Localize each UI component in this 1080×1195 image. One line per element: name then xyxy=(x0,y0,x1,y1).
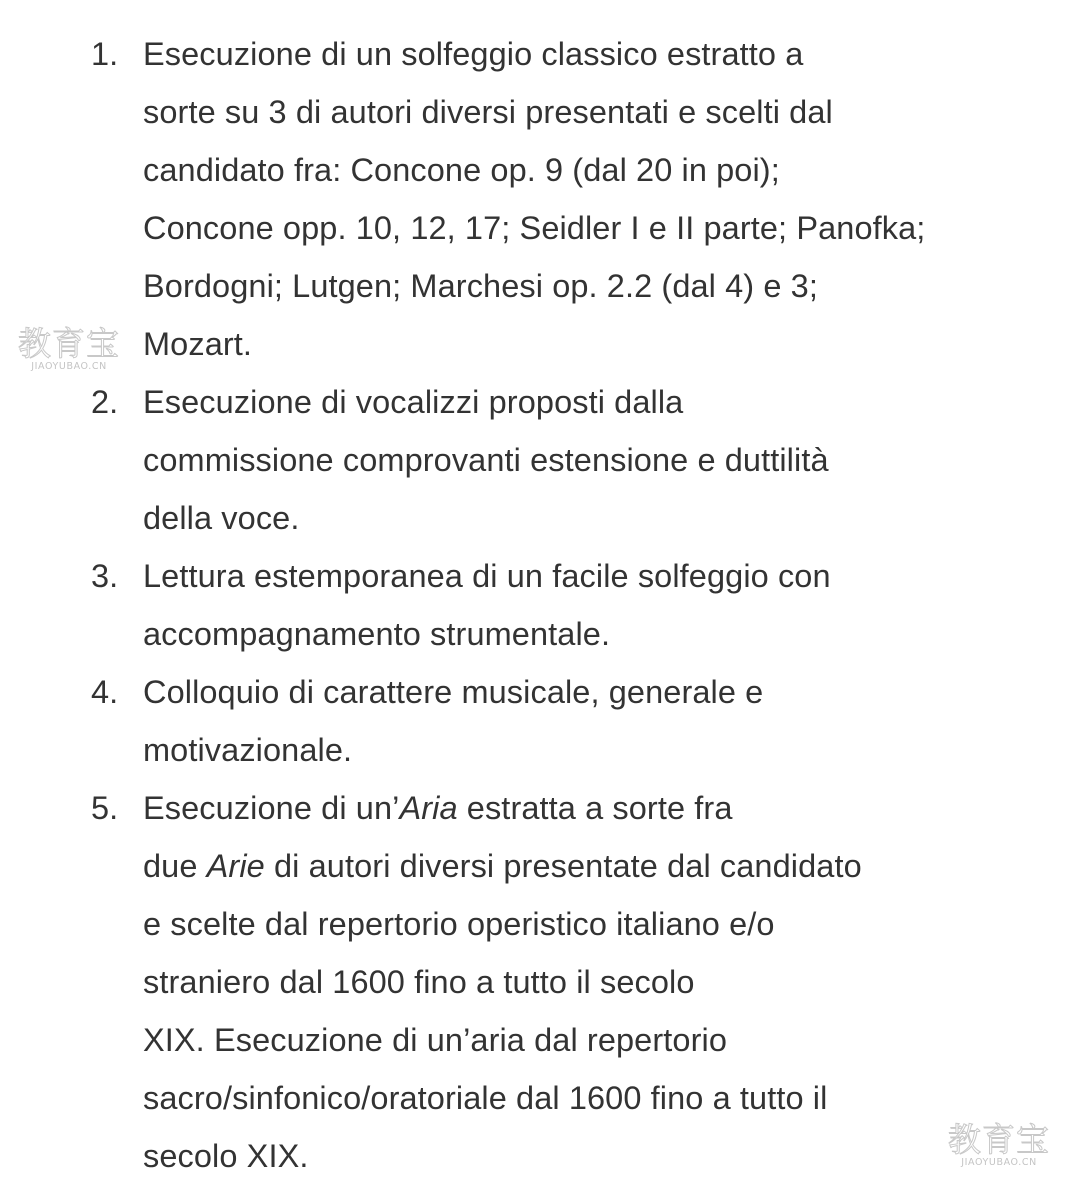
document-body xyxy=(0,25,1080,1185)
text-segment: Esecuzione di un’ xyxy=(143,790,400,826)
list-item-2 xyxy=(0,373,1080,547)
item-text-line: Concone opp. 10, 12, 17; Seidler I e II parte; Panofka; xyxy=(143,210,926,246)
list-item-4 xyxy=(0,663,1080,779)
list-item-3 xyxy=(0,547,1080,663)
item-text-line: accompagnamento strumentale. xyxy=(143,616,611,652)
item-text-line: sorte su 3 di autori diversi presentati e scelti dal xyxy=(143,94,833,130)
item-text-line: Mozart. xyxy=(143,326,253,362)
item-number: 3. xyxy=(91,558,119,594)
italic-arie: Arie xyxy=(206,848,265,884)
item-text-line: della voce. xyxy=(143,500,300,536)
item-text-line: secolo XIX. xyxy=(143,1138,309,1174)
item-text-line: e scelte dal repertorio operistico italiano e/o xyxy=(143,906,775,942)
watermark-url: JIAOYUBAO.CN xyxy=(31,361,107,372)
item-text-line: Esecuzione di vocalizzi proposti dalla xyxy=(143,384,684,420)
watermark-url: JIAOYUBAO.CN xyxy=(961,1157,1037,1168)
item-text-line: motivazionale. xyxy=(143,732,353,768)
item-text-line: commissione comprovanti estensione e duttilità xyxy=(143,442,829,478)
list-item-5 xyxy=(0,779,1080,1185)
item-text-line: Lettura estemporanea di un facile solfeggio con xyxy=(143,558,831,594)
italic-aria: Aria xyxy=(399,790,458,826)
text-segment: due xyxy=(143,848,207,884)
item-text-line: Colloquio di carattere musicale, generale e xyxy=(143,674,764,710)
item-text-line: Esecuzione di un solfeggio classico estratto a xyxy=(143,36,804,72)
item-text-line: straniero dal 1600 fino a tutto il secolo xyxy=(143,964,695,1000)
item-text-line: Bordogni; Lutgen; Marchesi op. 2.2 (dal 4) e 3; xyxy=(143,268,818,304)
text-segment: estratta a sorte fra xyxy=(457,790,733,826)
item-text-line: sacro/sinfonico/oratoriale dal 1600 fino a tutto il xyxy=(143,1080,828,1116)
requirements-list xyxy=(0,25,1080,1185)
item-text-line xyxy=(143,779,1040,837)
text-segment: di autori diversi presentate dal candidato xyxy=(264,848,862,884)
item-number: 4. xyxy=(91,674,119,710)
item-number: 1. xyxy=(91,36,119,72)
item-text-line xyxy=(143,837,1040,895)
item-text-line: candidato fra: Concone op. 9 (dal 20 in poi); xyxy=(143,152,780,188)
watermark-logo-text: 教育宝 xyxy=(948,1120,1050,1159)
watermark-logo-right xyxy=(948,1120,1050,1168)
item-number: 5. xyxy=(91,790,119,826)
item-number: 2. xyxy=(91,384,119,420)
watermark-logo-left xyxy=(18,324,120,372)
list-item-1 xyxy=(0,25,1080,373)
item-text-line: XIX. Esecuzione di un’aria dal repertorio xyxy=(143,1022,728,1058)
watermark-logo-text: 教育宝 xyxy=(18,324,120,363)
